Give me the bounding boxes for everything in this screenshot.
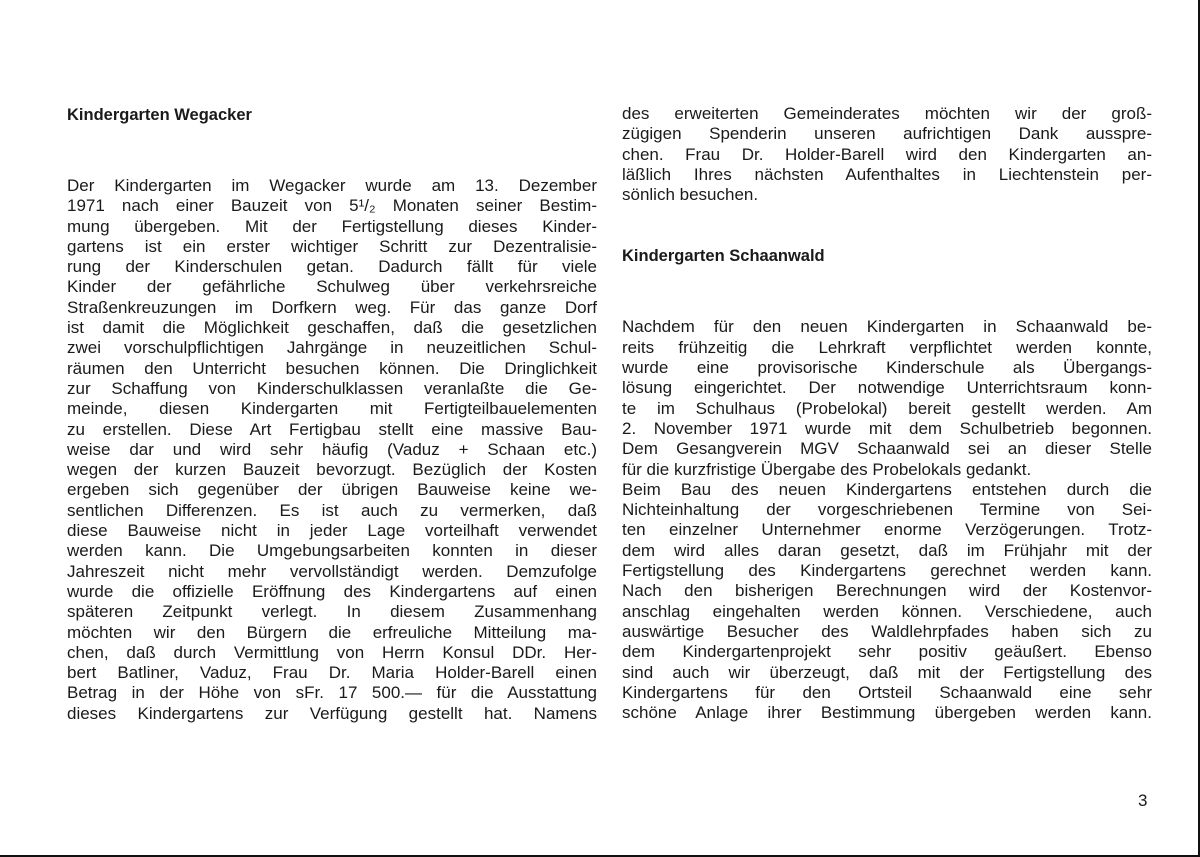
text-line: räumen den Unterricht besuchen können. Die Dringlichkeit [67,358,597,378]
text-line: Kindergartens für den Ortsteil Schaanwald eine sehr [622,682,1152,702]
text-line: meinde, diesen Kindergarten mit Fertigteilbauelementen [67,399,597,419]
text-line: zu erstellen. Diese Art Fertigbau stellt eine massive Bau- [67,419,597,439]
text-line: dieses Kindergartens zur Verfügung gestellt hat. Namens [67,703,597,723]
text-line: Nachdem für den neuen Kindergarten in Schaanwald be- [622,317,1152,337]
text-line: des erweiterten Gemeinderates möchten wir der groß- [622,104,1152,123]
text-line: Dem Gesangverein MGV Schaanwald sei an dieser Stelle [622,439,1152,459]
text-line: gartens ist ein erster wichtiger Schritt zur Dezentralisie- [67,236,597,256]
section-heading-wegacker: Kindergarten Wegacker [67,106,252,124]
text-line: sind auch wir überzeugt, daß mit der Fertigstellung des [622,662,1152,682]
text-line: chen, daß durch Vermittlung von Herrn Konsul DDr. Her- [67,642,597,662]
text-line: ten einzelner Unternehmer enorme Verzögerungen. Trotz- [622,520,1152,540]
text-line: dem Kindergartenprojekt sehr positiv geäußert. Ebenso [622,642,1152,662]
text-line: zwei vorschulpflichtigen Jahrgänge in neuzeitlichen Schul- [67,338,597,358]
text-line: Beim Bau des neuen Kindergartens entstehen durch die [622,479,1152,499]
text-line: Straßenkreuzungen im Dorfkern weg. Für das ganze Dorf [67,297,597,317]
text-line: dem wird alles daran gesetzt, daß im Frühjahr mit der [622,540,1152,560]
text-line: wurde die offizielle Eröffnung des Kindergartens auf einen [67,581,597,601]
text-line: sönlich besuchen. [622,185,759,205]
right-column [622,104,1152,723]
text-line: sentlichen Differenzen. Es ist auch zu vermerken, daß [67,500,597,520]
text-line: werden kann. Die Umgebungsarbeiten konnten in dieser [67,541,597,561]
text-line: zur Schaffung von Kinderschulklassen veranlaßte die Ge- [67,378,597,398]
text-line: 2. November 1971 wurde mit dem Schulbetrieb begonnen. [622,418,1152,438]
text-line: Fertigstellung des Kindergartens gerechnet werden kann. [622,561,1152,581]
text-line: Kinder der gefährliche Schulweg über verkehrsreiche [67,277,597,297]
text-line: auswärtige Besucher des Waldlehrpfades haben sich zu [622,621,1152,641]
section-heading-schaanwald: Kindergarten Schaanwald [622,247,825,266]
text-line: anschlag eingehalten werden können. Verschiedene, auch [622,601,1152,621]
text-line: lösung eingerichtet. Der notwendige Unterrichtsraum konn- [622,378,1152,398]
text-line: 1971 nach einer Bauzeit von 5¹/₂ Monaten seiner Bestim- [67,196,597,216]
text-line: te im Schulhaus (Probelokal) bereit gestellt werden. Am [622,398,1152,418]
wegacker-paragraph-continued [622,104,1152,205]
text-line: Betrag in der Höhe von sFr. 17 500.— für die Ausstattung [67,683,597,703]
text-line: zügigen Spenderin unseren aufrichtigen Dank ausspre- [622,124,1152,144]
text-line: diese Bauweise nicht in jeder Lage vorteilhaft verwendet [67,521,597,541]
text-line: schöne Anlage ihrer Bestimmung übergeben werden kann. [622,703,1152,723]
text-line: ergeben sich gegenüber der übrigen Bauweise keine we- [67,480,597,500]
text-line: möchten wir den Bürgern die erfreuliche Mitteilung ma- [67,622,597,642]
text-line: reits frühzeitig die Lehrkraft verpflichtet werden konnte, [622,337,1152,357]
text-line: für die kurzfristige Übergabe des Probelokals gedankt. [622,459,1032,479]
text-line: Der Kindergarten im Wegacker wurde am 13. Dezember [67,176,597,195]
text-line: bert Batliner, Vaduz, Frau Dr. Maria Holder-Barell einen [67,663,597,683]
text-line: wegen der kurzen Bauzeit bevorzugt. Bezüglich der Kosten [67,460,597,480]
text-line: mung übergeben. Mit der Fertigstellung dieses Kinder- [67,216,597,236]
wegacker-paragraph [67,176,597,724]
text-line: späteren Zeitpunkt verlegt. In diesem Zusammenhang [67,602,597,622]
text-line: Nach den bisherigen Berechnungen wird der Kostenvor- [622,581,1152,601]
schaanwald-paragraph [622,317,1152,723]
text-line: chen. Frau Dr. Holder-Barell wird den Kindergarten an- [622,144,1152,164]
text-line: Nichteinhaltung der vorgeschriebenen Termine von Sei- [622,500,1152,520]
text-line: Jahreszeit nicht mehr vervollständigt werden. Demzufolge [67,561,597,581]
text-line: ist damit die Möglichkeit geschaffen, daß die gesetzlichen [67,318,597,338]
text-line: weise dar und wird sehr häufig (Vaduz + Schaan etc.) [67,439,597,459]
page-number: 3 [1138,791,1148,810]
text-line: rung der Kinderschulen getan. Dadurch fällt für viele [67,257,597,277]
left-column [67,104,597,724]
text-line: läßlich Ihres nächsten Aufenthaltes in Liechtenstein per- [622,164,1152,184]
text-line: wurde eine provisorische Kinderschule als Übergangs- [622,358,1152,378]
